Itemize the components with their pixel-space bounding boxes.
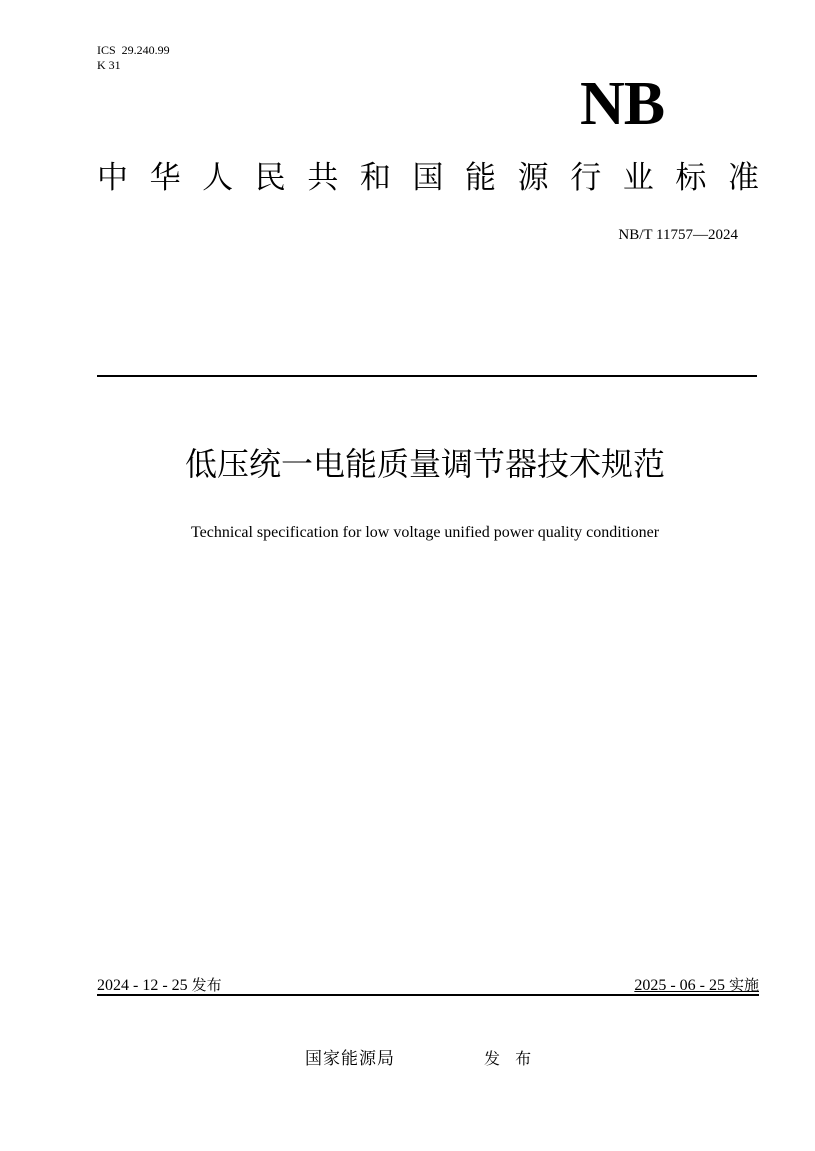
bottom-divider: [97, 994, 759, 996]
category-char: 和: [359, 160, 391, 196]
nb-logo: NB: [580, 70, 665, 138]
date-row: [97, 975, 759, 996]
document-title-english: Technical specification for low voltage unified power quality conditioner: [190, 524, 660, 541]
category-char: 行: [570, 160, 602, 196]
category-char: 源: [517, 160, 549, 196]
implement-date: 2025 - 06 - 25: [634, 977, 725, 994]
category-char: 人: [202, 160, 234, 196]
publish-date-group: [97, 975, 222, 996]
publish-date: 2024 - 12 - 25: [97, 977, 188, 994]
implement-label: 实施: [728, 976, 759, 994]
standard-number: NB/T 11757—2024: [618, 227, 738, 243]
standard-category: [97, 158, 759, 198]
category-char: 华: [149, 160, 181, 196]
category-char: 共: [307, 160, 339, 196]
category-char: 民: [254, 160, 286, 196]
top-divider: [97, 375, 757, 377]
ics-code: ICS 29.240.99: [97, 43, 170, 57]
category-char: 国: [412, 160, 444, 196]
category-char: 能: [465, 160, 497, 196]
implement-date-group: [634, 975, 759, 996]
ccs-code: K 31: [97, 58, 121, 72]
document-title-chinese: 低压统一电能质量调节器技术规范: [184, 445, 665, 483]
issued-label: 发 布: [484, 1049, 537, 1068]
classification-codes: [97, 43, 170, 73]
issuing-authority: 国家能源局: [305, 1049, 395, 1069]
category-char: 中: [97, 160, 128, 196]
publish-label: 发布: [191, 976, 222, 994]
category-char: 业: [622, 160, 654, 196]
category-char: 标: [675, 160, 707, 196]
category-char: 准: [727, 160, 759, 196]
